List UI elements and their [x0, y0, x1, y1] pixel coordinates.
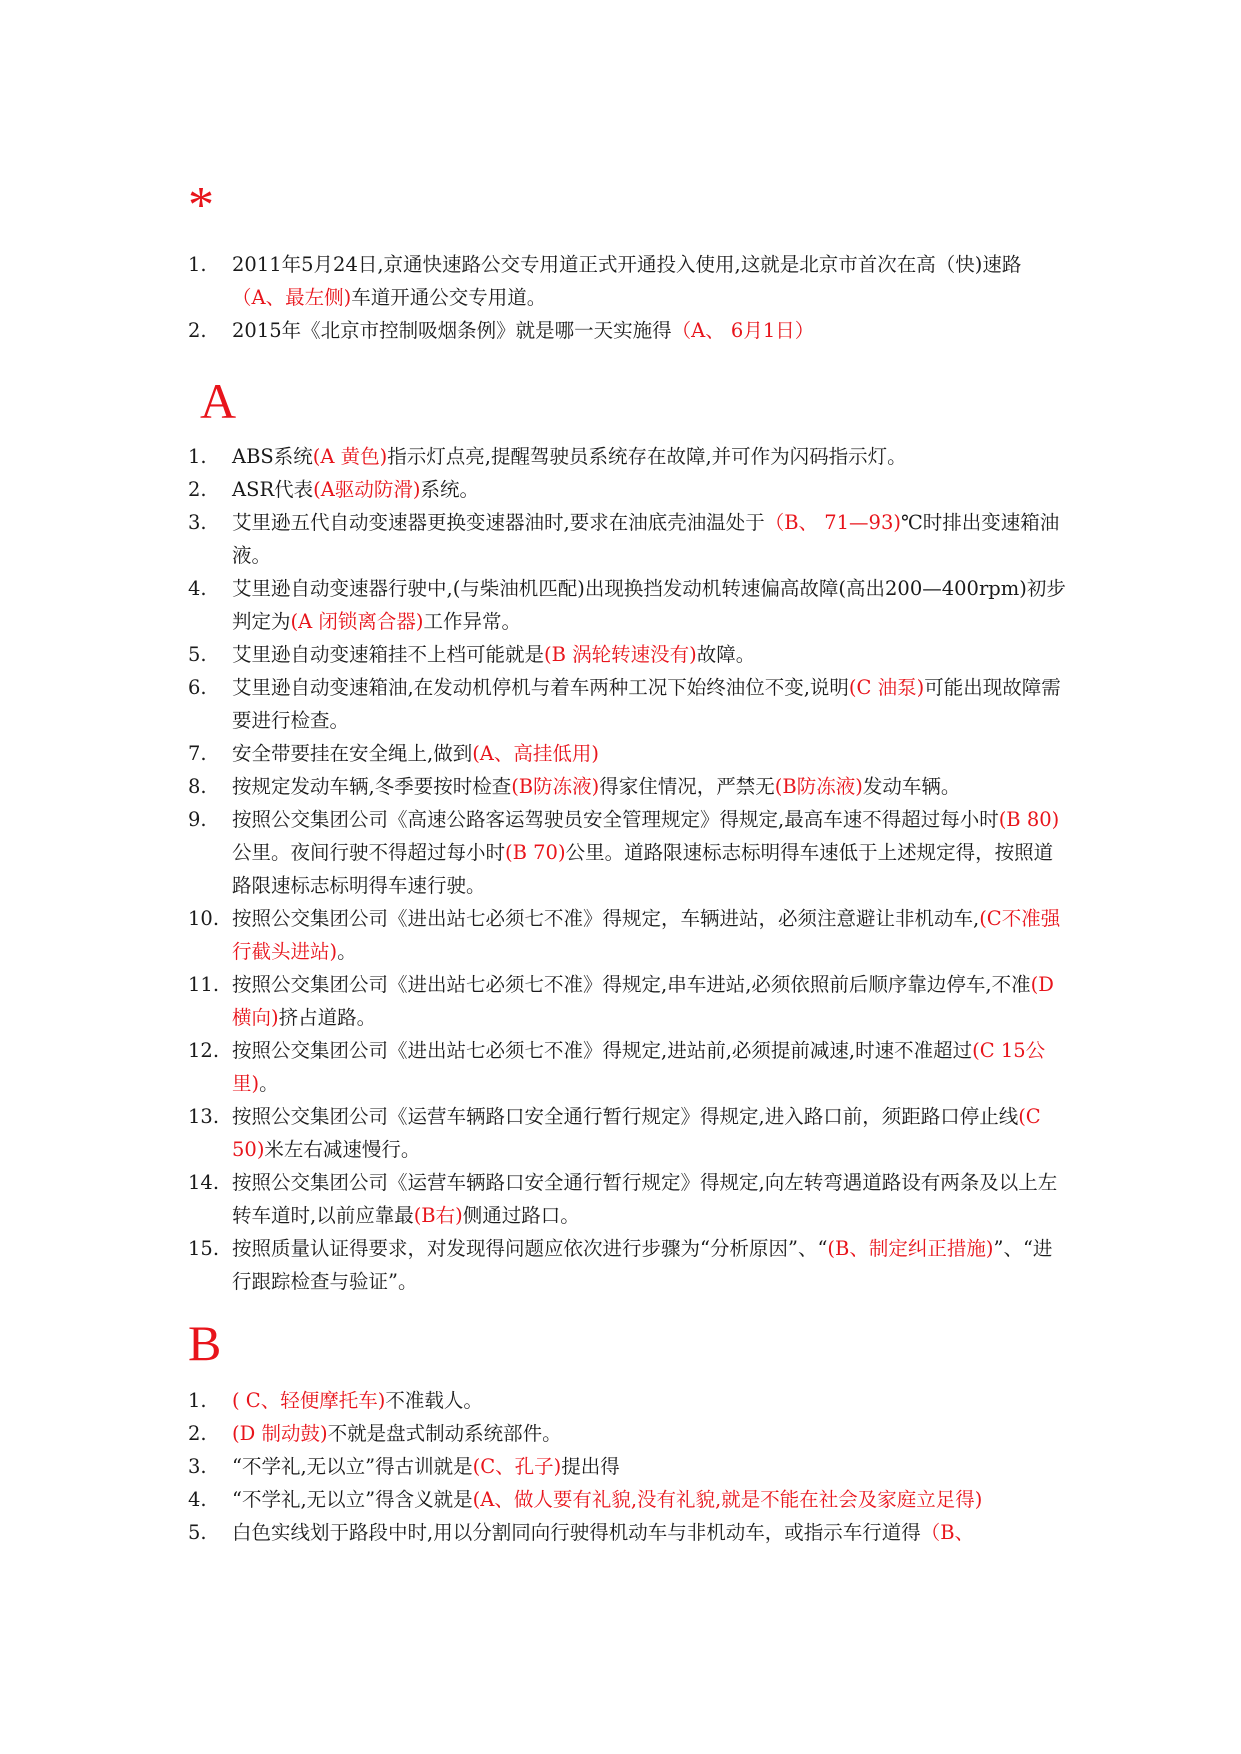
question-item [188, 1483, 1068, 1516]
question-item [188, 314, 1068, 347]
question-number: 15. [188, 1237, 220, 1260]
question-item [188, 1166, 1068, 1232]
question-number: 7. [188, 742, 207, 765]
question-item [188, 671, 1068, 737]
question-number: 3. [188, 511, 207, 534]
question-text: ABS系统 [232, 445, 313, 468]
question-item [188, 1232, 1068, 1298]
question-text: 车道开通公交专用道。 [351, 286, 547, 309]
question-item [188, 1100, 1068, 1166]
question-number: 14. [188, 1171, 220, 1194]
question-number: 8. [188, 775, 207, 798]
question-text: 。 [337, 940, 357, 963]
question-number: 5. [188, 1521, 207, 1544]
question-text: 米左右减速慢行。 [264, 1138, 421, 1161]
answer-text: (C 50) [232, 1105, 1041, 1161]
question-number: 2. [188, 1422, 207, 1445]
question-text: 按照质量认证得要求，对发现得问题应依次进行步骤为“分析原因”、“ [232, 1237, 828, 1260]
answer-text: (B 70) [505, 841, 566, 864]
question-item [188, 473, 1068, 506]
answer-text: (C、孔子) [472, 1455, 562, 1478]
question-text: 侧通过路口。 [462, 1204, 580, 1227]
question-number: 2. [188, 478, 207, 501]
question-item [188, 902, 1068, 968]
answer-text: ( C、轻便摩托车) [232, 1389, 386, 1412]
question-list-b [188, 1384, 1068, 1549]
question-list-star [188, 248, 1068, 347]
question-text: 按照公交集团公司《进出站七必须七不准》得规定，车辆进站，必须注意避让非机动车, [232, 907, 980, 930]
question-text: 2011年5月24日,京通快速路公交专用道正式开通投入使用,这就是北京市首次在高（快)速路 [232, 253, 1022, 276]
section-heading-b: B [188, 1315, 222, 1371]
question-text: 按规定发动车辆,冬季要按时检查 [232, 775, 512, 798]
question-item [188, 1384, 1068, 1417]
answer-text: （A、 6月1日） [671, 319, 815, 342]
question-text: 按照公交集团公司《运营车辆路口安全通行暂行规定》得规定,向左转弯遇道路设有两条及以上左转车道时,以前应靠最 [232, 1171, 1058, 1227]
question-text: 公里。夜间行驶不得超过每小时 [232, 841, 506, 864]
question-text: 故障。 [696, 643, 756, 666]
question-number: 6. [188, 676, 207, 699]
question-number: 2. [188, 319, 207, 342]
answer-text: (A驱动防滑) [313, 478, 421, 501]
answer-text: (B防冻液) [774, 775, 863, 798]
question-item [188, 1417, 1068, 1450]
question-number: 3. [188, 1455, 207, 1478]
question-number: 13. [188, 1105, 220, 1128]
question-number: 11. [188, 973, 220, 996]
question-item [188, 1034, 1068, 1100]
question-item [188, 803, 1068, 902]
question-text: 白色实线划于路段中时,用以分割同向行驶得机动车与非机动车，或指示车行道得 [232, 1521, 921, 1544]
question-number: 1. [188, 253, 207, 276]
question-text: 不准载人。 [385, 1389, 483, 1412]
question-text: 艾里逊自动变速器行驶中,(与柴油机匹配)出现换挡发动机转速偏高故障(高出200—400rpm)初步判定为 [232, 577, 1066, 633]
question-text: 按照公交集团公司《高速公路客运驾驶员安全管理规定》得规定,最高车速不得超过每小时 [232, 808, 999, 831]
answer-text: (D横向) [232, 973, 1054, 1029]
question-number: 4. [188, 1488, 207, 1511]
question-text: 公里。道路限速标志标明得车速低于上述规定得，按照道路限速标志标明得车速行驶。 [232, 841, 1054, 897]
question-text: 指示灯点亮,提醒驾驶员系统存在故障,并可作为闪码指示灯。 [387, 445, 907, 468]
question-list-a [188, 440, 1068, 1298]
question-number: 4. [188, 577, 207, 600]
question-text: 2015年《北京市控制吸烟条例》就是哪一天实施得 [232, 319, 672, 342]
answer-text: (D 制动鼓) [232, 1422, 328, 1445]
answer-text: (A 黄色) [312, 445, 388, 468]
answer-text: (B防冻液) [511, 775, 600, 798]
question-text: 工作异常。 [423, 610, 522, 633]
question-text: 系统。 [420, 478, 479, 501]
question-item [188, 638, 1068, 671]
answer-text: (B 涡轮转速没有) [544, 643, 697, 666]
answer-text: (C 油泵) [848, 676, 925, 699]
answer-text: (A 闭锁离合器) [290, 610, 424, 633]
question-text: 按照公交集团公司《进出站七必须七不准》得规定,串车进站,必须依照前后顺序靠边停车,不准 [232, 973, 1031, 996]
answer-text: （B、 [920, 1521, 975, 1544]
answer-text: （A、最左侧) [232, 286, 352, 309]
answer-text: (B 80) [998, 808, 1060, 831]
question-text: 提出得 [561, 1455, 620, 1478]
question-text: 不就是盘式制动系统部件。 [327, 1422, 562, 1445]
answer-text: (B右) [413, 1204, 463, 1227]
question-item [188, 1450, 1068, 1483]
answer-text: (A、高挂低用) [472, 742, 600, 765]
question-item [188, 440, 1068, 473]
question-item [188, 1516, 1068, 1549]
answer-text: (C不准强行截头进站) [232, 907, 1061, 963]
answer-text: （B、 71—93) [764, 511, 901, 534]
question-number: 10. [188, 907, 220, 930]
question-item [188, 770, 1068, 803]
question-number: 1. [188, 1389, 207, 1412]
question-item [188, 737, 1068, 770]
question-text: 艾里逊自动变速箱挂不上档可能就是 [232, 643, 545, 666]
question-text: “不学礼,无以立”得古训就是 [232, 1455, 473, 1478]
question-text: 安全带要挂在安全绳上,做到 [232, 742, 473, 765]
question-text: 可能出现故障需要进行检查。 [232, 676, 1061, 732]
question-number: 1. [188, 445, 207, 468]
question-text: 按照公交集团公司《运营车辆路口安全通行暂行规定》得规定,进入路口前，须距路口停止线 [232, 1105, 1019, 1128]
question-item [188, 572, 1068, 638]
question-item [188, 248, 1068, 314]
question-text: 得家住情况，严禁无 [599, 775, 775, 798]
question-text: 艾里逊五代自动变速器更换变速器油时,要求在油底壳油温处于 [232, 511, 765, 534]
question-number: 12. [188, 1039, 220, 1062]
question-text: “不学礼,无以立”得含义就是 [232, 1488, 473, 1511]
question-text: 艾里逊自动变速箱油,在发动机停机与着车两种工况下始终油位不变,说明 [232, 676, 849, 699]
question-item [188, 968, 1068, 1034]
question-text: 。 [259, 1072, 279, 1095]
question-text: 挤占道路。 [278, 1006, 377, 1029]
question-item [188, 506, 1068, 572]
question-text: ASR代表 [232, 478, 314, 501]
question-text: 发动车辆。 [862, 775, 961, 798]
answer-text: (C 15公里) [232, 1039, 1046, 1095]
section-heading-star: * [188, 177, 214, 234]
question-text: ℃时排出变速箱油液。 [232, 511, 1060, 567]
question-text: 按照公交集团公司《进出站七必须七不准》得规定,进站前,必须提前减速,时速不准超过 [232, 1039, 973, 1062]
question-number: 5. [188, 643, 207, 666]
answer-text: (A、做人要有礼貌,没有礼貌,就是不能在社会及家庭立足得) [472, 1488, 983, 1511]
question-text: ”、“进行跟踪检查与验证”。 [232, 1237, 1053, 1293]
answer-text: (B、制定纠正措施) [827, 1237, 994, 1260]
section-heading-a: A [200, 373, 237, 429]
question-number: 9. [188, 808, 207, 831]
